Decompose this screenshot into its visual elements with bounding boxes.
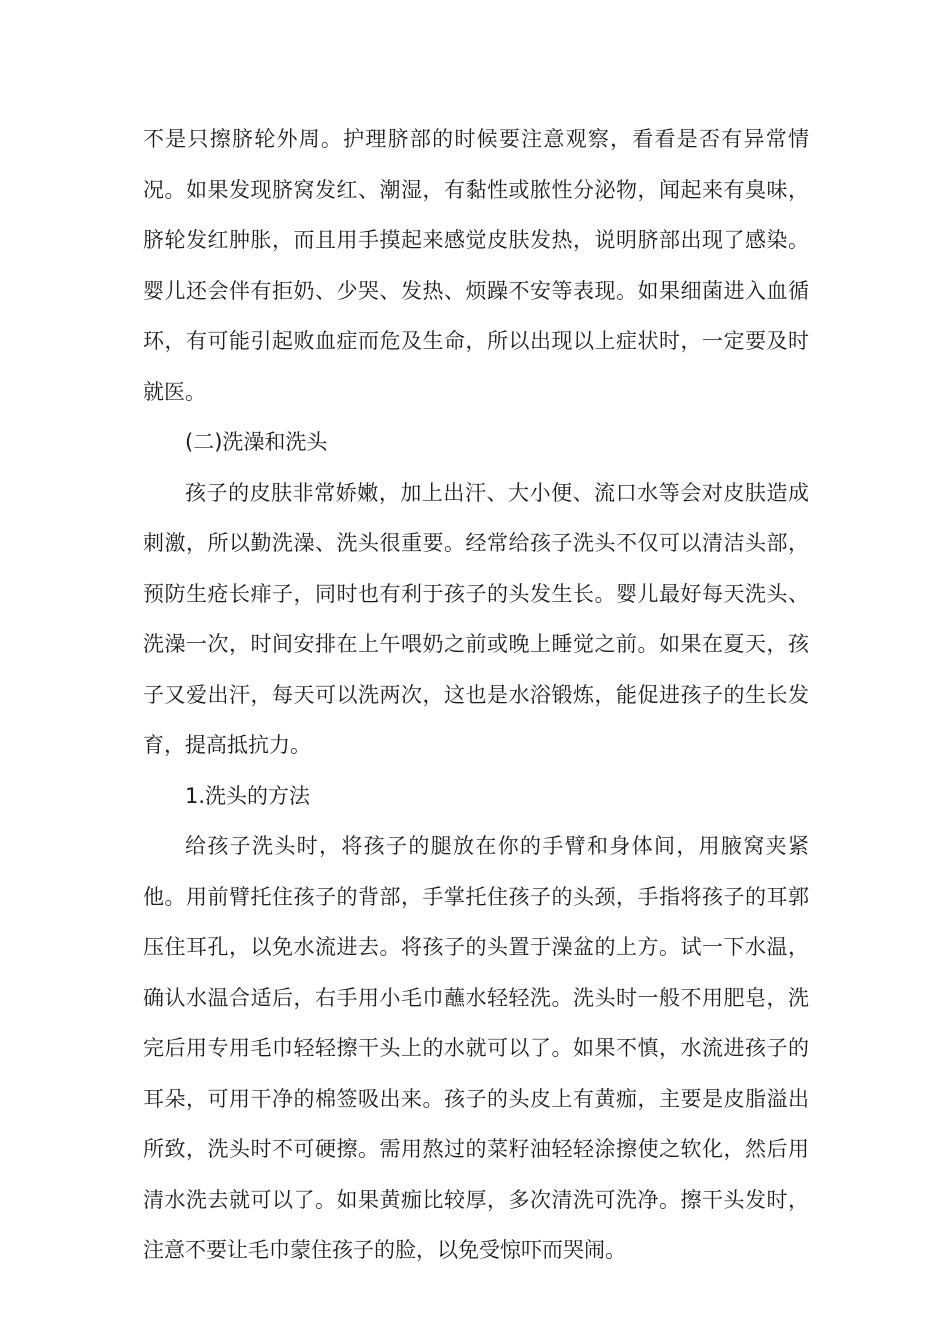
document-body <box>143 114 809 1276</box>
paragraph-bathing-importance: 孩子的皮肤非常娇嫩，加上出汗、大小便、流口水等会对皮肤造成刺激，所以勤洗澡、洗头很重要。经常给孩子洗头不仅可以清洁头部，预防生疮长痱子，同时也有利于孩子的头发生长。婴儿最好每天洗头、洗澡一次，时间安排在上午喂奶之前或晚上睡觉之前。如果在夏天，孩子又爱出汗，每天可以洗两次，这也是水浴锻炼，能促进孩子的生长发育，提高抵抗力。 <box>143 480 809 757</box>
paragraph-navel-care-continued: 不是只擦脐轮外周。护理脐部的时候要注意观察，看看是否有异常情况。如果发现脐窝发红、潮湿，有黏性或脓性分泌物，闻起来有臭味，脐轮发红肿胀，而且用手摸起来感觉皮肤发热，说明脐部出现了感染。婴儿还会伴有拒奶、少哭、发热、烦躁不安等表现。如果细菌进入血循环，有可能引起败血症而危及生命，所以出现以上症状时，一定要及时就医。 <box>143 127 809 404</box>
paragraph-hair-washing-method: 给孩子洗头时，将孩子的腿放在你的手臂和身体间，用腋窝夹紧他。用前臂托住孩子的背部，手掌托住孩子的头颈，手指将孩子的耳郭压住耳孔，以免水流进去。将孩子的头置于澡盆的上方。试一下水温，确认水温合适后，右手用小毛巾蘸水轻轻洗。洗头时一般不用肥皂，洗完后用专用毛巾轻轻擦干头上的水就可以了。如果不慎，水流进孩子的耳朵，可用干净的棉签吸出来。孩子的头皮上有黄痂，主要是皮脂溢出所致，洗头时不可硬擦。需用熬过的菜籽油轻轻涂擦使之软化，然后用清水洗去就可以了。如果黄痂比较厚，多次清洗可洗净。擦干头发时，注意不要让毛巾蒙住孩子的脸，以免受惊吓而哭闹。 <box>143 834 809 1262</box>
section-heading-bathing: (二)洗澡和洗头 <box>185 430 328 454</box>
subsection-heading-hair-washing: 1.洗头的方法 <box>185 783 311 808</box>
